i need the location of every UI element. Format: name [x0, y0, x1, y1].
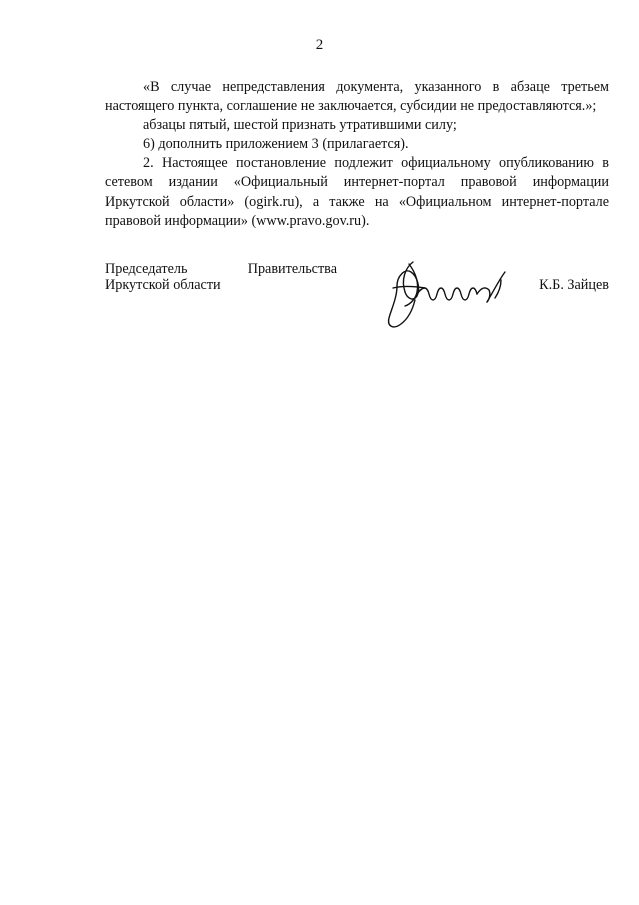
handwritten-signature-icon — [383, 258, 533, 338]
signatory-title-line1: Председатель Правительства — [105, 261, 337, 277]
paragraph-publication-clause: 2. Настоящее постановление подлежит официальному опубликованию в сетевом издании «Официальный интернет-портал правовой информации Иркутской области» (ogirk.ru), а также на «Официальном интернет-портале правовой информации» (www.pravo.gov.ru). — [105, 155, 609, 229]
signature-block — [105, 258, 609, 348]
paragraph-appendix-clause: 6) дополнить приложением 3 (прилагается). — [143, 136, 409, 153]
page-number: 2 — [315, 37, 324, 53]
paragraph-quote-clause: «В случае непредставления документа, указанного в абзаце третьем настоящего пункта, соглашение не заключается, субсидии не предоставляются.»; — [105, 79, 609, 115]
document-body — [105, 78, 609, 231]
signatory-name: К.Б. Зайцев — [539, 277, 609, 293]
paragraph-repeal-clause: абзацы пятый, шестой признать утратившими силу; — [143, 117, 457, 134]
signatory-title-line2: Иркутской области — [105, 277, 221, 293]
